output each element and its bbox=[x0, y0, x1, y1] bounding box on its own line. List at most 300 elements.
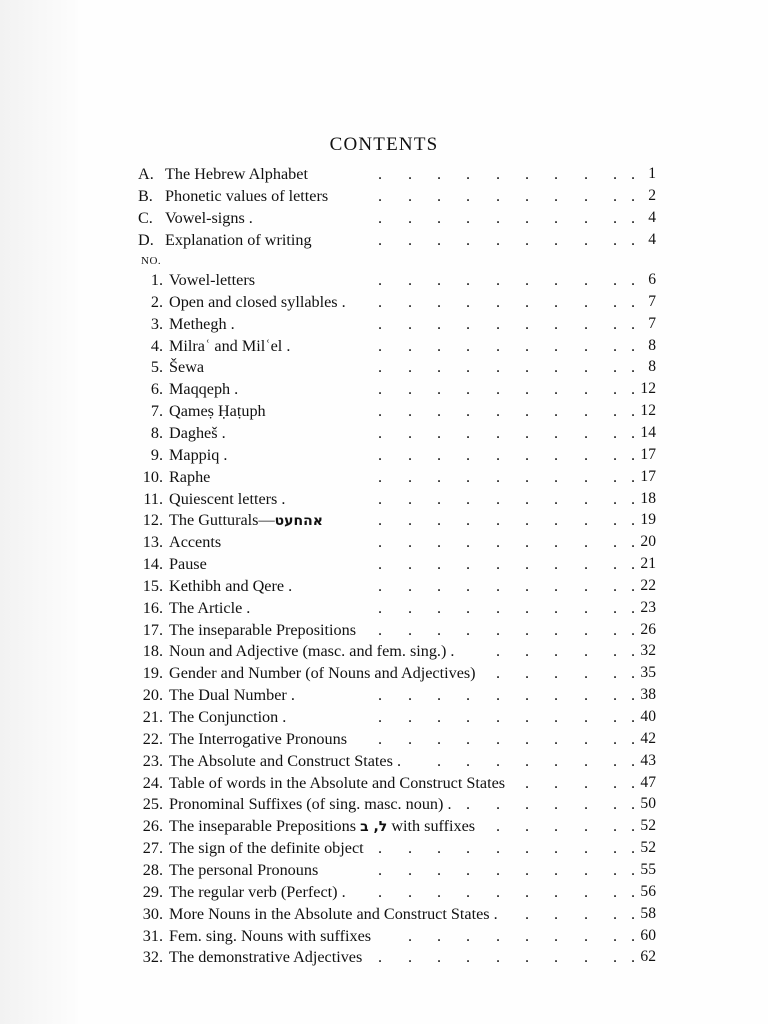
dot-leader bbox=[0, 619, 640, 641]
toc-item-row bbox=[0, 356, 768, 378]
leader-dot: . bbox=[631, 293, 636, 311]
leader-dot: . bbox=[496, 883, 501, 901]
toc-section-row bbox=[0, 229, 768, 251]
leader-dot: . bbox=[613, 402, 618, 420]
leader-dot: . bbox=[613, 795, 618, 813]
item-number: 2. bbox=[150, 293, 163, 311]
item-number: 19. bbox=[142, 664, 163, 682]
item-number: 10. bbox=[142, 468, 163, 486]
section-label: Phonetic values of letters bbox=[165, 187, 329, 205]
leader-dot: . bbox=[613, 774, 618, 792]
page-number: 56 bbox=[640, 883, 656, 900]
item-number: 21. bbox=[142, 708, 163, 726]
dot-leader bbox=[0, 291, 640, 313]
page-number: 8 bbox=[648, 358, 656, 375]
dot-leader bbox=[0, 553, 640, 575]
leader-dot: . bbox=[437, 187, 442, 205]
leader-dot: . bbox=[525, 468, 530, 486]
leader-dot: . bbox=[437, 165, 442, 183]
leader-dot: . bbox=[631, 337, 636, 355]
leader-dot: . bbox=[408, 533, 413, 551]
dot-leader bbox=[0, 269, 640, 291]
leader-dot: . bbox=[613, 664, 618, 682]
leader-dot: . bbox=[584, 861, 589, 879]
page-number: 50 bbox=[640, 795, 656, 812]
leader-dot: . bbox=[554, 315, 559, 333]
leader-dot: . bbox=[466, 446, 471, 464]
leader-dot: . bbox=[437, 599, 442, 617]
leader-dot: . bbox=[496, 861, 501, 879]
toc-item-row bbox=[0, 881, 768, 903]
leader-dot: . bbox=[554, 577, 559, 595]
leader-dot: . bbox=[525, 231, 530, 249]
leader-dot: . bbox=[408, 380, 413, 398]
leader-dot: . bbox=[496, 752, 501, 770]
leader-dot: . bbox=[554, 165, 559, 183]
leader-dot: . bbox=[437, 752, 442, 770]
leader-dot: . bbox=[437, 883, 442, 901]
leader-dot: . bbox=[613, 883, 618, 901]
leader-dot: . bbox=[584, 752, 589, 770]
toc-item-row bbox=[0, 291, 768, 313]
leader-dot: . bbox=[631, 839, 636, 857]
leader-dot: . bbox=[584, 927, 589, 945]
leader-dot: . bbox=[584, 511, 589, 529]
leader-dot: . bbox=[613, 577, 618, 595]
leader-dot: . bbox=[525, 337, 530, 355]
leader-dot: . bbox=[613, 555, 618, 573]
item-label-text: Gender and Number (of Nouns and Adjectives) bbox=[169, 664, 476, 682]
leader-dot: . bbox=[584, 555, 589, 573]
item-label-text: Table of words in the Absolute and Construct States bbox=[169, 774, 506, 792]
leader-dot: . bbox=[554, 730, 559, 748]
leader-dot: . bbox=[496, 795, 501, 813]
leader-dot: . bbox=[584, 664, 589, 682]
leader-dot: . bbox=[466, 187, 471, 205]
leader-dot: . bbox=[525, 883, 530, 901]
leader-dot: . bbox=[466, 621, 471, 639]
leader-dot: . bbox=[496, 555, 501, 573]
leader-dot: . bbox=[466, 293, 471, 311]
dot-leader bbox=[0, 597, 640, 619]
leader-dot: . bbox=[378, 621, 383, 639]
leader-dot: . bbox=[554, 621, 559, 639]
leader-dot: . bbox=[437, 511, 442, 529]
leader-dot: . bbox=[554, 337, 559, 355]
leader-dot: . bbox=[631, 358, 636, 376]
leader-dot: . bbox=[554, 187, 559, 205]
leader-dot: . bbox=[613, 511, 618, 529]
item-label-text: The Absolute and Construct States . bbox=[169, 752, 401, 770]
leader-dot: . bbox=[584, 446, 589, 464]
leader-dot: . bbox=[525, 209, 530, 227]
leader-dot: . bbox=[584, 358, 589, 376]
item-number: 5. bbox=[150, 358, 163, 376]
leader-dot: . bbox=[584, 424, 589, 442]
leader-dot: . bbox=[437, 315, 442, 333]
item-number: 22. bbox=[142, 730, 163, 748]
leader-dot: . bbox=[613, 730, 618, 748]
leader-dot: . bbox=[496, 231, 501, 249]
leader-dot: . bbox=[466, 708, 471, 726]
page-number: 22 bbox=[640, 577, 656, 594]
leader-dot: . bbox=[613, 293, 618, 311]
leader-dot: . bbox=[378, 402, 383, 420]
page-number: 6 bbox=[648, 271, 656, 288]
leader-dot: . bbox=[613, 209, 618, 227]
leader-dot: . bbox=[437, 708, 442, 726]
leader-dot: . bbox=[613, 599, 618, 617]
leader-dot: . bbox=[613, 315, 618, 333]
toc-item-row bbox=[0, 422, 768, 444]
item-number: 3. bbox=[150, 315, 163, 333]
dot-leader bbox=[0, 925, 640, 947]
leader-dot: . bbox=[554, 839, 559, 857]
item-label-text: Dagheš . bbox=[169, 424, 226, 442]
leader-dot: . bbox=[437, 424, 442, 442]
leader-dot: . bbox=[408, 839, 413, 857]
leader-dot: . bbox=[525, 187, 530, 205]
dot-leader bbox=[0, 313, 640, 335]
leader-dot: . bbox=[378, 337, 383, 355]
leader-dot: . bbox=[496, 839, 501, 857]
toc-item-row bbox=[0, 793, 768, 815]
leader-dot: . bbox=[584, 795, 589, 813]
leader-dot: . bbox=[466, 209, 471, 227]
item-number: 4. bbox=[150, 337, 163, 355]
toc-item-row bbox=[0, 946, 768, 968]
leader-dot: . bbox=[554, 231, 559, 249]
item-number: 11. bbox=[143, 490, 163, 508]
item-label-text: Qameṣ Ḥaṭuph bbox=[169, 402, 266, 420]
leader-dot: . bbox=[525, 402, 530, 420]
leader-dot: . bbox=[496, 642, 501, 660]
leader-dot: . bbox=[584, 315, 589, 333]
leader-dot: . bbox=[631, 752, 636, 770]
item-number: 32. bbox=[142, 948, 163, 966]
leader-dot: . bbox=[554, 293, 559, 311]
leader-dot: . bbox=[525, 664, 530, 682]
leader-dot: . bbox=[408, 315, 413, 333]
item-label-text: Open and closed syllables . bbox=[169, 293, 346, 311]
leader-dot: . bbox=[631, 927, 636, 945]
leader-dot: . bbox=[437, 358, 442, 376]
page-number: 55 bbox=[640, 861, 656, 878]
leader-dot: . bbox=[525, 293, 530, 311]
leader-dot: . bbox=[437, 380, 442, 398]
toc-item-row bbox=[0, 531, 768, 553]
page-number: 62 bbox=[640, 948, 656, 965]
leader-dot: . bbox=[584, 402, 589, 420]
leader-dot: . bbox=[378, 271, 383, 289]
leader-dot: . bbox=[496, 468, 501, 486]
leader-dot: . bbox=[631, 490, 636, 508]
leader-dot: . bbox=[378, 424, 383, 442]
leader-dot: . bbox=[554, 664, 559, 682]
leader-dot: . bbox=[613, 817, 618, 835]
page-number: 52 bbox=[640, 839, 656, 856]
leader-dot: . bbox=[584, 599, 589, 617]
leader-dot: . bbox=[525, 446, 530, 464]
leader-dot: . bbox=[525, 839, 530, 857]
leader-dot: . bbox=[613, 468, 618, 486]
leader-dot: . bbox=[466, 883, 471, 901]
leader-dot: . bbox=[613, 271, 618, 289]
leader-dot: . bbox=[525, 577, 530, 595]
leader-dot: . bbox=[378, 490, 383, 508]
leader-dot: . bbox=[525, 730, 530, 748]
item-label-text: The Interrogative Pronouns bbox=[169, 730, 348, 748]
leader-dot: . bbox=[525, 533, 530, 551]
leader-dot: . bbox=[525, 599, 530, 617]
item-label-text: The demonstrative Adjectives bbox=[169, 948, 363, 966]
page-number: 23 bbox=[640, 599, 656, 616]
leader-dot: . bbox=[554, 380, 559, 398]
leader-dot: . bbox=[466, 358, 471, 376]
leader-dot: . bbox=[525, 358, 530, 376]
leader-dot: . bbox=[437, 468, 442, 486]
leader-dot: . bbox=[466, 271, 471, 289]
leader-dot: . bbox=[631, 664, 636, 682]
leader-dot: . bbox=[554, 424, 559, 442]
dot-leader bbox=[0, 488, 640, 510]
leader-dot: . bbox=[525, 511, 530, 529]
leader-dot: . bbox=[466, 337, 471, 355]
dot-leader bbox=[0, 903, 640, 925]
page-number: 4 bbox=[648, 209, 656, 226]
leader-dot: . bbox=[613, 231, 618, 249]
leader-dot: . bbox=[525, 817, 530, 835]
leader-dot: . bbox=[378, 380, 383, 398]
leader-dot: . bbox=[466, 599, 471, 617]
item-label-text: The regular verb (Perfect) . bbox=[169, 883, 346, 901]
leader-dot: . bbox=[554, 209, 559, 227]
page-number: 19 bbox=[640, 511, 656, 528]
leader-dot: . bbox=[613, 446, 618, 464]
leader-dot: . bbox=[408, 948, 413, 966]
leader-dot: . bbox=[613, 927, 618, 945]
toc-item-row bbox=[0, 640, 768, 662]
item-label-text: Raphe bbox=[169, 468, 211, 486]
leader-dot: . bbox=[378, 839, 383, 857]
leader-dot: . bbox=[525, 686, 530, 704]
leader-dot: . bbox=[408, 424, 413, 442]
leader-dot: . bbox=[613, 358, 618, 376]
leader-dot: . bbox=[554, 774, 559, 792]
leader-dot: . bbox=[378, 708, 383, 726]
dot-leader bbox=[0, 859, 640, 881]
toc-item-row bbox=[0, 466, 768, 488]
leader-dot: . bbox=[584, 187, 589, 205]
leader-dot: . bbox=[378, 577, 383, 595]
page-number: 7 bbox=[648, 293, 656, 310]
leader-dot: . bbox=[554, 490, 559, 508]
leader-dot: . bbox=[378, 358, 383, 376]
leader-dot: . bbox=[378, 555, 383, 573]
item-number: 26. bbox=[142, 817, 163, 835]
dot-leader bbox=[0, 750, 640, 772]
leader-dot: . bbox=[525, 708, 530, 726]
page-number: 38 bbox=[640, 686, 656, 703]
leader-dot: . bbox=[496, 209, 501, 227]
toc-item-row bbox=[0, 925, 768, 947]
leader-dot: . bbox=[496, 708, 501, 726]
leader-dot: . bbox=[613, 708, 618, 726]
section-label: Explanation of writing bbox=[165, 231, 312, 249]
toc-item-row bbox=[0, 378, 768, 400]
leader-dot: . bbox=[554, 795, 559, 813]
leader-dot: . bbox=[613, 905, 618, 923]
item-label-text: The inseparable Prepositions bbox=[169, 621, 357, 639]
leader-dot: . bbox=[466, 795, 471, 813]
item-label-text: Šewa bbox=[169, 358, 205, 376]
leader-dot: . bbox=[554, 402, 559, 420]
dot-leader bbox=[0, 335, 640, 357]
leader-dot: . bbox=[525, 621, 530, 639]
item-label-text: Mappiq . bbox=[169, 446, 228, 464]
leader-dot: . bbox=[584, 271, 589, 289]
leader-dot: . bbox=[631, 948, 636, 966]
leader-dot: . bbox=[496, 380, 501, 398]
leader-dot: . bbox=[554, 708, 559, 726]
item-number: 14. bbox=[142, 555, 163, 573]
leader-dot: . bbox=[496, 927, 501, 945]
leader-dot: . bbox=[466, 165, 471, 183]
leader-dot: . bbox=[496, 187, 501, 205]
item-label-text: Milraʿ and Milʿel . bbox=[169, 337, 291, 355]
leader-dot: . bbox=[525, 555, 530, 573]
leader-dot: . bbox=[408, 927, 413, 945]
leader-dot: . bbox=[631, 231, 636, 249]
item-number: 7. bbox=[150, 402, 163, 420]
leader-dot: . bbox=[554, 817, 559, 835]
leader-dot: . bbox=[496, 511, 501, 529]
dot-leader bbox=[0, 793, 640, 815]
leader-dot: . bbox=[584, 293, 589, 311]
leader-dot: . bbox=[378, 293, 383, 311]
leader-dot: . bbox=[631, 468, 636, 486]
item-number: 16. bbox=[142, 599, 163, 617]
page-number: 18 bbox=[640, 490, 656, 507]
leader-dot: . bbox=[584, 337, 589, 355]
leader-dot: . bbox=[496, 599, 501, 617]
leader-dot: . bbox=[466, 730, 471, 748]
item-number: 31. bbox=[142, 927, 163, 945]
page-number: 12 bbox=[640, 380, 656, 397]
item-number: 15. bbox=[142, 577, 163, 595]
leader-dot: . bbox=[378, 165, 383, 183]
page-number: 20 bbox=[640, 533, 656, 550]
leader-dot: . bbox=[437, 948, 442, 966]
item-label-text: Noun and Adjective (masc. and fem. sing.) . bbox=[169, 642, 455, 660]
section-label: The Hebrew Alphabet bbox=[165, 165, 308, 183]
leader-dot: . bbox=[631, 187, 636, 205]
leader-dot: . bbox=[613, 337, 618, 355]
leader-dot: . bbox=[466, 424, 471, 442]
leader-dot: . bbox=[631, 774, 636, 792]
toc-section-row bbox=[0, 163, 768, 185]
leader-dot: . bbox=[466, 468, 471, 486]
page-number: 1 bbox=[648, 165, 656, 182]
leader-dot: . bbox=[525, 927, 530, 945]
leader-dot: . bbox=[496, 165, 501, 183]
leader-dot: . bbox=[554, 468, 559, 486]
leader-dot: . bbox=[554, 555, 559, 573]
leader-dot: . bbox=[613, 642, 618, 660]
dot-leader bbox=[0, 444, 640, 466]
leader-dot: . bbox=[631, 424, 636, 442]
leader-dot: . bbox=[496, 686, 501, 704]
item-label-text: The inseparable Prepositions bbox=[169, 817, 357, 835]
dot-leader bbox=[0, 881, 640, 903]
toc-item-row bbox=[0, 815, 768, 837]
leader-dot: . bbox=[554, 511, 559, 529]
hebrew-letters: ל, ב bbox=[360, 819, 388, 835]
leader-dot: . bbox=[631, 271, 636, 289]
item-number: 25. bbox=[142, 795, 163, 813]
dot-leader bbox=[0, 422, 640, 444]
item-label-text: The Dual Number . bbox=[169, 686, 295, 704]
leader-dot: . bbox=[584, 533, 589, 551]
dot-leader bbox=[0, 531, 640, 553]
leader-dot: . bbox=[437, 231, 442, 249]
leader-dot: . bbox=[525, 490, 530, 508]
dot-leader bbox=[0, 815, 640, 837]
toc-item-row bbox=[0, 400, 768, 422]
leader-dot: . bbox=[496, 358, 501, 376]
leader-dot: . bbox=[466, 511, 471, 529]
leader-dot: . bbox=[437, 861, 442, 879]
leader-dot: . bbox=[408, 621, 413, 639]
leader-dot: . bbox=[613, 424, 618, 442]
section-letter: A. bbox=[138, 165, 154, 183]
leader-dot: . bbox=[378, 730, 383, 748]
leader-dot: . bbox=[408, 468, 413, 486]
leader-dot: . bbox=[466, 927, 471, 945]
leader-dot: . bbox=[584, 468, 589, 486]
page-number: 14 bbox=[640, 424, 656, 441]
page-number: 35 bbox=[640, 664, 656, 681]
leader-dot: . bbox=[378, 686, 383, 704]
item-label-text: The Article . bbox=[169, 599, 251, 617]
leader-dot: . bbox=[408, 165, 413, 183]
page-number: 52 bbox=[640, 817, 656, 834]
item-number: 28. bbox=[142, 861, 163, 879]
leader-dot: . bbox=[584, 642, 589, 660]
leader-dot: . bbox=[408, 293, 413, 311]
toc-item-row bbox=[0, 597, 768, 619]
leader-dot: . bbox=[554, 905, 559, 923]
leader-dot: . bbox=[631, 380, 636, 398]
item-number: 23. bbox=[142, 752, 163, 770]
item-number: 8. bbox=[150, 424, 163, 442]
leader-dot: . bbox=[631, 642, 636, 660]
leader-dot: . bbox=[584, 817, 589, 835]
leader-dot: . bbox=[408, 708, 413, 726]
leader-dot: . bbox=[496, 402, 501, 420]
leader-dot: . bbox=[408, 402, 413, 420]
leader-dot: . bbox=[408, 577, 413, 595]
leader-dot: . bbox=[584, 165, 589, 183]
leader-dot: . bbox=[631, 511, 636, 529]
leader-dot: . bbox=[613, 187, 618, 205]
leader-dot: . bbox=[613, 490, 618, 508]
dot-leader bbox=[0, 378, 640, 400]
toc-item-row bbox=[0, 269, 768, 291]
leader-dot: . bbox=[496, 730, 501, 748]
leader-dot: . bbox=[466, 380, 471, 398]
leader-dot: . bbox=[496, 271, 501, 289]
